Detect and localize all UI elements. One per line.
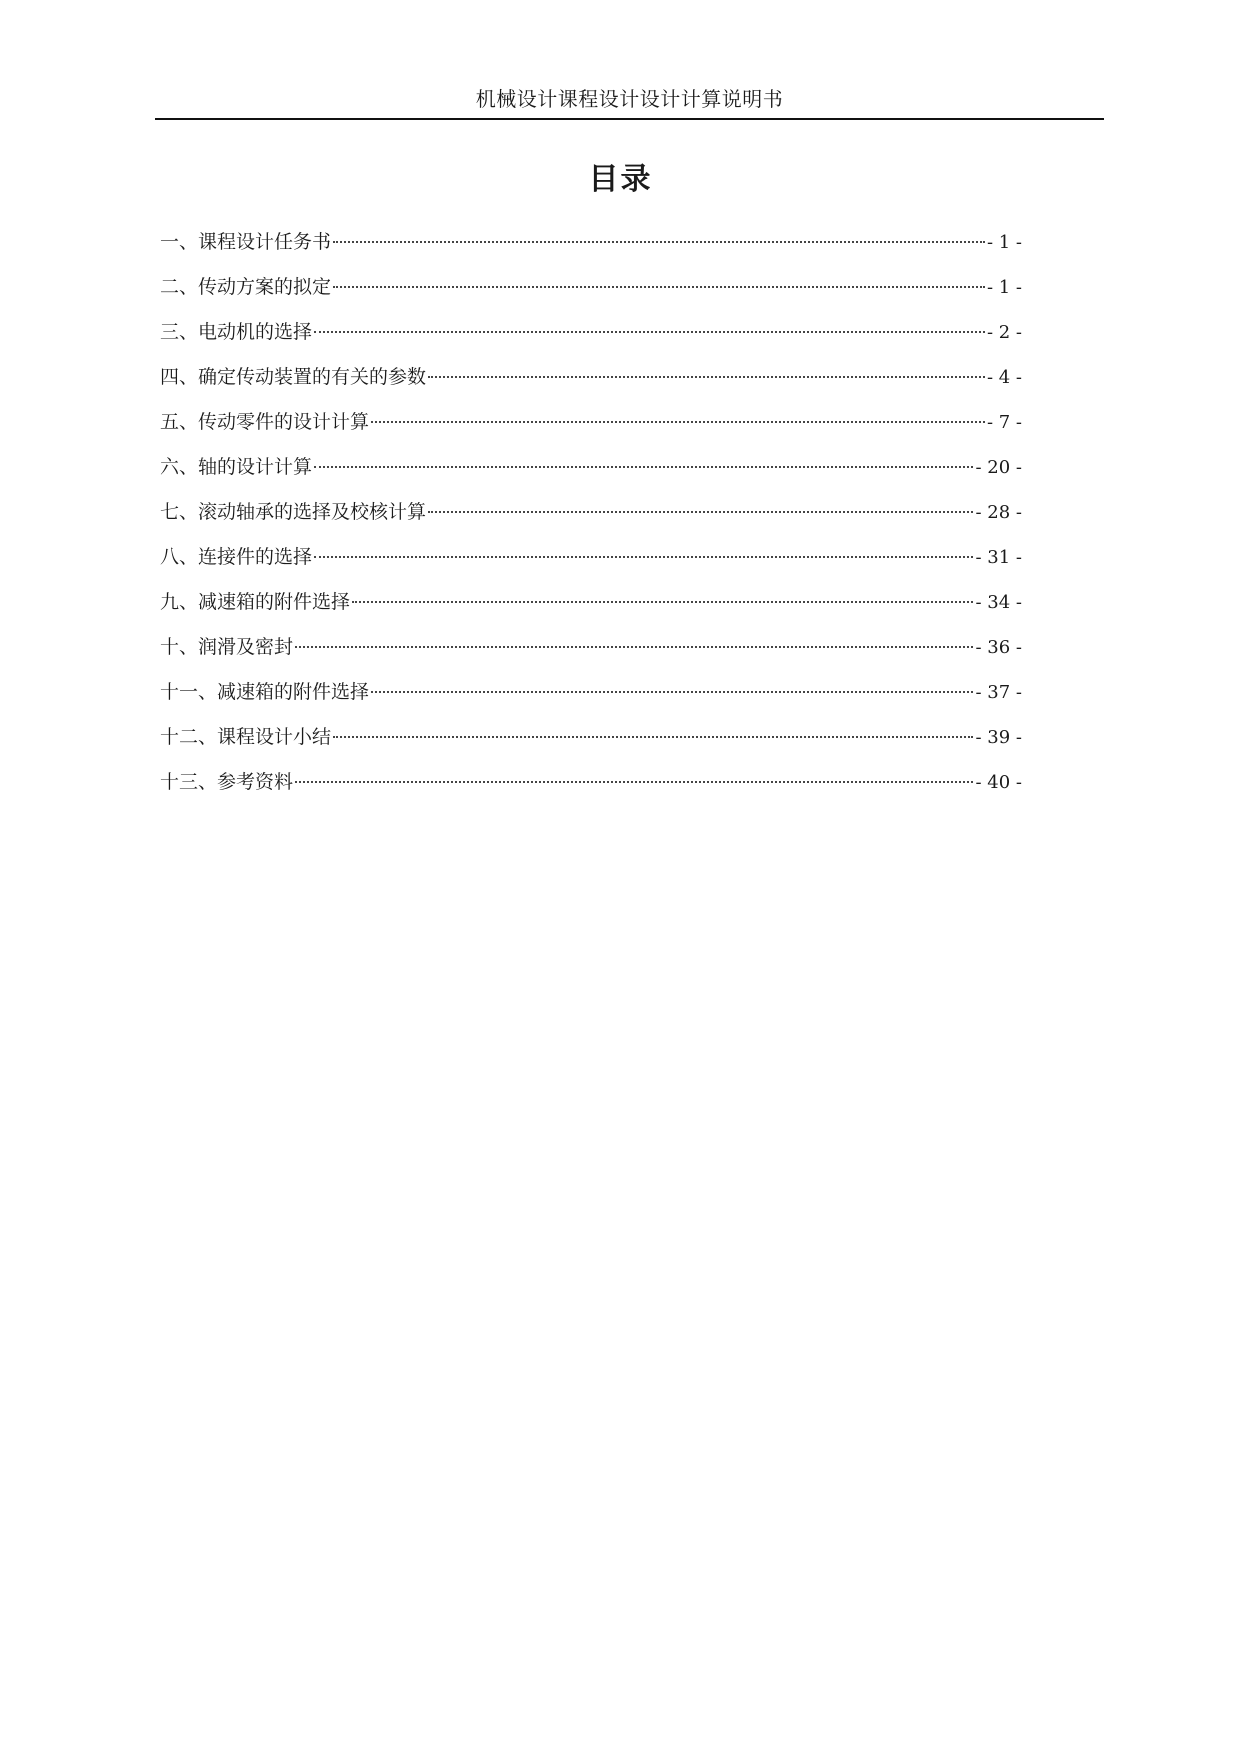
toc-dot-leader — [428, 376, 985, 378]
toc-page-number: - 20 - — [975, 457, 1022, 478]
toc-entry[interactable] — [160, 769, 1022, 814]
toc-dot-leader — [314, 556, 973, 558]
toc-entry[interactable] — [160, 499, 1022, 544]
toc-dot-leader — [352, 601, 973, 603]
toc-title: 目录 — [588, 162, 653, 197]
toc-dot-leader — [295, 646, 973, 648]
toc-entry-label: 九、减速箱的附件选择 — [160, 591, 351, 613]
toc-dot-leader — [314, 331, 985, 333]
table-of-contents — [160, 229, 1022, 814]
toc-dot-leader — [333, 286, 985, 288]
toc-dot-leader — [371, 691, 973, 693]
toc-page-number: - 2 - — [986, 322, 1022, 343]
running-header: 机械设计课程设计设计计算说明书 — [475, 87, 784, 111]
toc-dot-leader — [295, 781, 973, 783]
toc-entry-label: 七、滚动轴承的选择及校核计算 — [160, 501, 427, 523]
toc-dot-leader — [314, 466, 973, 468]
toc-entry-label: 一、课程设计任务书 — [160, 231, 332, 253]
toc-entry[interactable] — [160, 589, 1022, 634]
toc-page-number: - 4 - — [986, 367, 1022, 388]
toc-entry[interactable] — [160, 229, 1022, 274]
toc-entry-label: 四、确定传动装置的有关的参数 — [160, 366, 427, 388]
toc-entry[interactable] — [160, 319, 1022, 364]
toc-dot-leader — [428, 511, 973, 513]
toc-page-number: - 39 - — [975, 727, 1022, 748]
toc-entry-label: 二、传动方案的拟定 — [160, 276, 332, 298]
toc-dot-leader — [333, 241, 985, 243]
toc-entry[interactable] — [160, 634, 1022, 679]
toc-page-number: - 28 - — [975, 502, 1022, 523]
toc-entry-label: 十三、参考资料 — [160, 771, 294, 793]
toc-entry[interactable] — [160, 724, 1022, 769]
toc-entry-label: 十一、减速箱的附件选择 — [160, 681, 370, 703]
toc-entry[interactable] — [160, 274, 1022, 319]
toc-entry[interactable] — [160, 679, 1022, 724]
toc-entry-label: 八、连接件的选择 — [160, 546, 313, 568]
toc-page-number: - 1 - — [986, 277, 1022, 298]
toc-entry[interactable] — [160, 364, 1022, 409]
toc-page-number: - 36 - — [975, 637, 1022, 658]
toc-page-number: - 34 - — [975, 592, 1022, 613]
toc-page-number: - 7 - — [986, 412, 1022, 433]
toc-entry[interactable] — [160, 409, 1022, 454]
toc-entry[interactable] — [160, 544, 1022, 589]
toc-entry-label: 十二、课程设计小结 — [160, 726, 332, 748]
toc-page-number: - 1 - — [986, 232, 1022, 253]
toc-entry-label: 五、传动零件的设计计算 — [160, 411, 370, 433]
toc-dot-leader — [371, 421, 985, 423]
toc-entry[interactable] — [160, 454, 1022, 499]
toc-entry-label: 三、电动机的选择 — [160, 321, 313, 343]
toc-dot-leader — [333, 736, 973, 738]
toc-entry-label: 六、轴的设计计算 — [160, 456, 313, 478]
toc-page-number: - 37 - — [975, 682, 1022, 703]
header-rule — [155, 118, 1104, 120]
toc-page-number: - 31 - — [975, 547, 1022, 568]
toc-entry-label: 十、润滑及密封 — [160, 636, 294, 658]
toc-page-number: - 40 - — [975, 772, 1022, 793]
